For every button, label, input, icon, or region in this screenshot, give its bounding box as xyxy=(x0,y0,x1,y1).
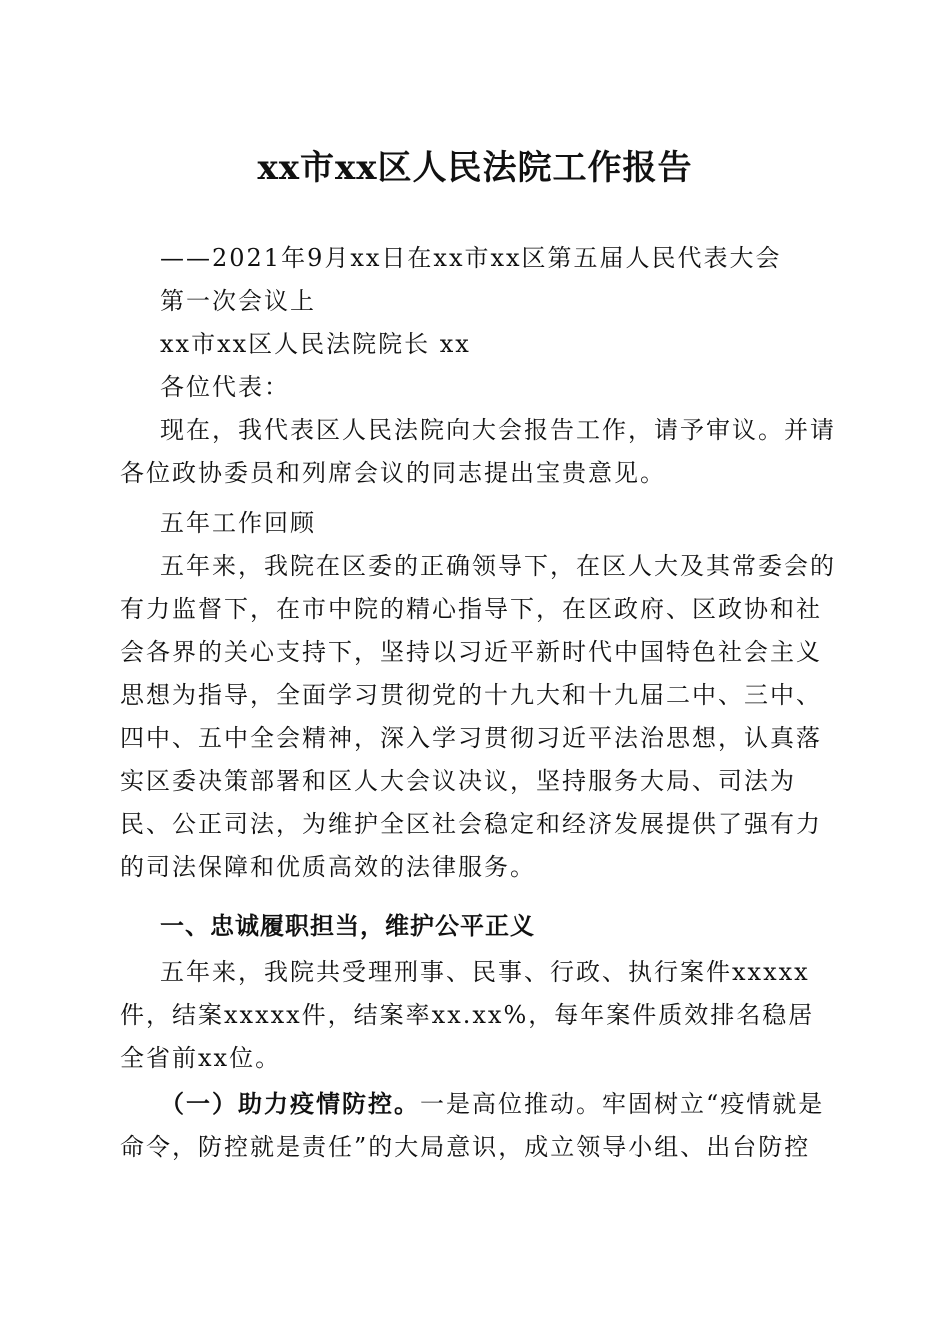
subsection-1-paragraph xyxy=(120,1082,840,1169)
section-1-paragraph: 五年来，我院共受理刑事、民事、行政、执行案件xxxxx件，结案xxxxx件，结案率xx.xx%，每年案件质效排名稳居全省前xx位。 xyxy=(120,958,815,1072)
subtitle-line-1: ——2021年9月xx日在xx市xx区第五届人民代表大会 xyxy=(160,244,782,272)
subtitle-line-2: 第一次会议上 xyxy=(160,287,316,315)
subsection-1-lead: （一）助力疫情防控。 xyxy=(160,1089,420,1118)
subsection-1-body: 一是高位推动。牢固树立“疫情就是命令，防控就是责任”的大局意识，成立领导小组、出台防控 xyxy=(120,1090,825,1161)
review-heading: 五年工作回顾 xyxy=(160,509,316,537)
opening-paragraph: 现在，我代表区人民法院向大会报告工作，请予审议。并请各位政协委员和列席会议的同志提出宝贵意见。 xyxy=(120,416,836,487)
section-1-heading: 一、忠诚履职担当，维护公平正义 xyxy=(160,912,535,940)
author-line: xx市xx区人民法院院长 xx xyxy=(160,330,471,358)
review-paragraph: 五年来，我院在区委的正确领导下，在区人大及其常委会的有力监督下，在市中院的精心指导下，在区政府、区政协和社会各界的关心支持下，坚持以习近平新时代中国特色社会主义思想为指导，全面学习贯彻党的十九大和十九届二中、三中、四中、五中全会精神，深入学习贯彻习近平法治思想，认真落实区委决策部署和区人大会议决议，坚持服务大局、司法为民、公正司法，为维护全区社会稳定和经济发展提供了强有力的司法保障和优质高效的法律服务。 xyxy=(120,552,836,881)
document-title: xx市xx区人民法院工作报告 xyxy=(257,148,693,188)
salutation: 各位代表： xyxy=(160,373,290,401)
